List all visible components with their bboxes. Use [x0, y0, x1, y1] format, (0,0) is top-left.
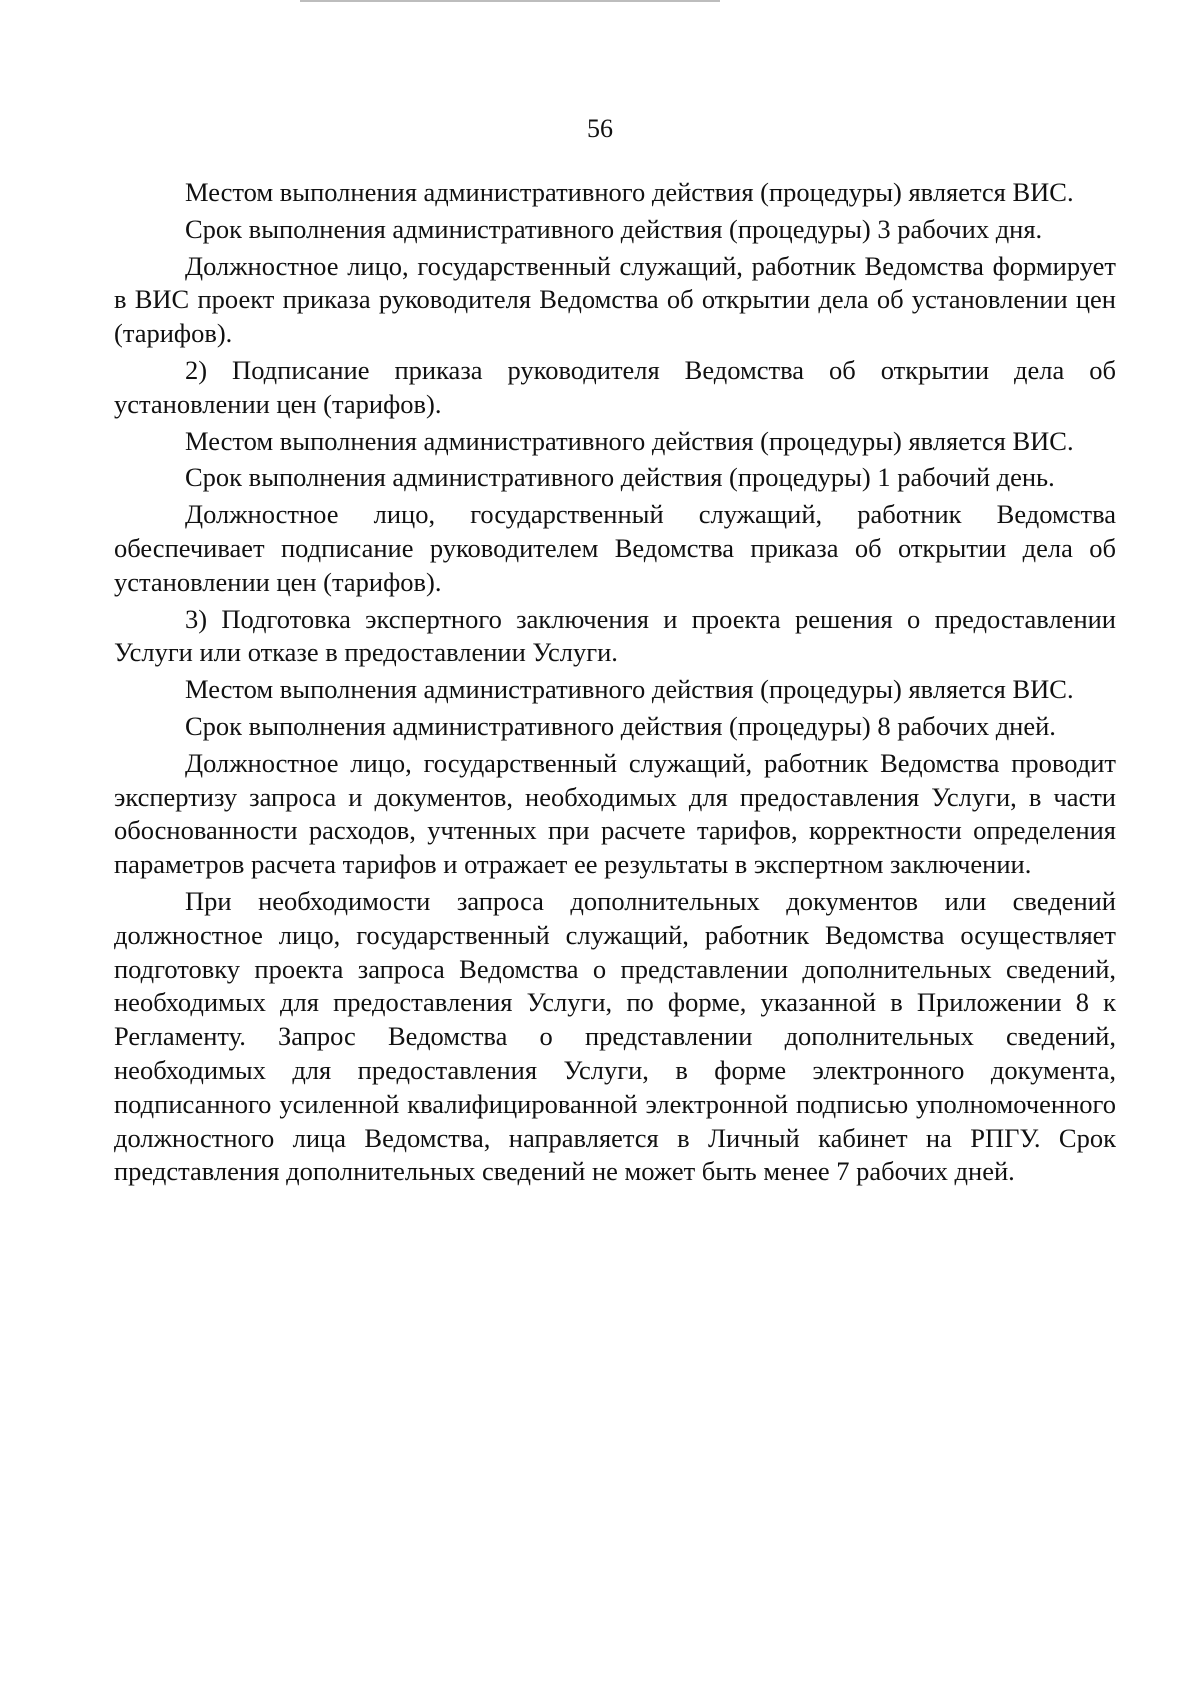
- paragraph-official-1: Должностное лицо, государственный служащий, работник Ведомства формирует в ВИС проект приказа руководителя Ведомства об открытии дела об установлении цен (тарифов).: [114, 250, 1116, 349]
- paragraph-place-1: Местом выполнения административного действия (процедуры) является ВИС.: [185, 177, 1074, 207]
- paragraph-additional-request: При необходимости запроса дополнительных документов или сведений должностное лицо, государственный служащий, работник Ведомства осуществляет подготовку проекта запроса Ведомства о представлении дополнительных сведений, необходимых для предоставления Услуги, по форме, указанной в Приложении 8 к Регламенту. Запрос Ведомства о представлении дополнительных сведений, необходимых для предоставления Услуги, в форме электронного документа, подписанного усиленной квалифицированной электронной подписью уполномоченного должностного лица Ведомства, направляется в Личный кабинет на РПГУ. Срок представления дополнительных сведений не может быть менее 7 рабочих дней.: [114, 885, 1116, 1187]
- page-number: 56: [587, 114, 613, 143]
- paragraph-term-2: Срок выполнения административного действия (процедуры) 1 рабочий день.: [185, 462, 1055, 493]
- paragraph-step-3: 3) Подготовка экспертного заключения и проекта решения о предоставлении Услуги или отказе в предоставлении Услуги.: [114, 603, 1116, 668]
- paragraph-official-2: Должностное лицо, государственный служащий, работник Ведомства обеспечивает подписание руководителем Ведомства приказа об открытии дела об установлении цен (тарифов).: [114, 499, 1116, 597]
- paragraph-official-3: Должностное лицо, государственный служащий, работник Ведомства проводит экспертизу запроса и документов, необходимых для предоставления Услуги, в части обоснованности расходов, учтенных при расчете тарифов, корректности определения параметров расчета тарифов и отражает ее результаты в экспертном заключении.: [114, 747, 1116, 880]
- scan-edge-line: [300, 0, 720, 2]
- paragraph-step-2: 2) Подписание приказа руководителя Ведомства об открытии дела об установлении цен (тарифов).: [114, 354, 1116, 419]
- paragraph-place-2: Местом выполнения административного действия (процедуры) является ВИС.: [185, 425, 1074, 456]
- document-body: [114, 176, 1116, 1192]
- paragraph-term-3: Срок выполнения административного действия (процедуры) 8 рабочих дней.: [185, 710, 1056, 741]
- paragraph-place-3: Местом выполнения административного действия (процедуры) является ВИС.: [185, 674, 1074, 705]
- paragraph-term-1: Срок выполнения административного действия (процедуры) 3 рабочих дня.: [185, 213, 1043, 244]
